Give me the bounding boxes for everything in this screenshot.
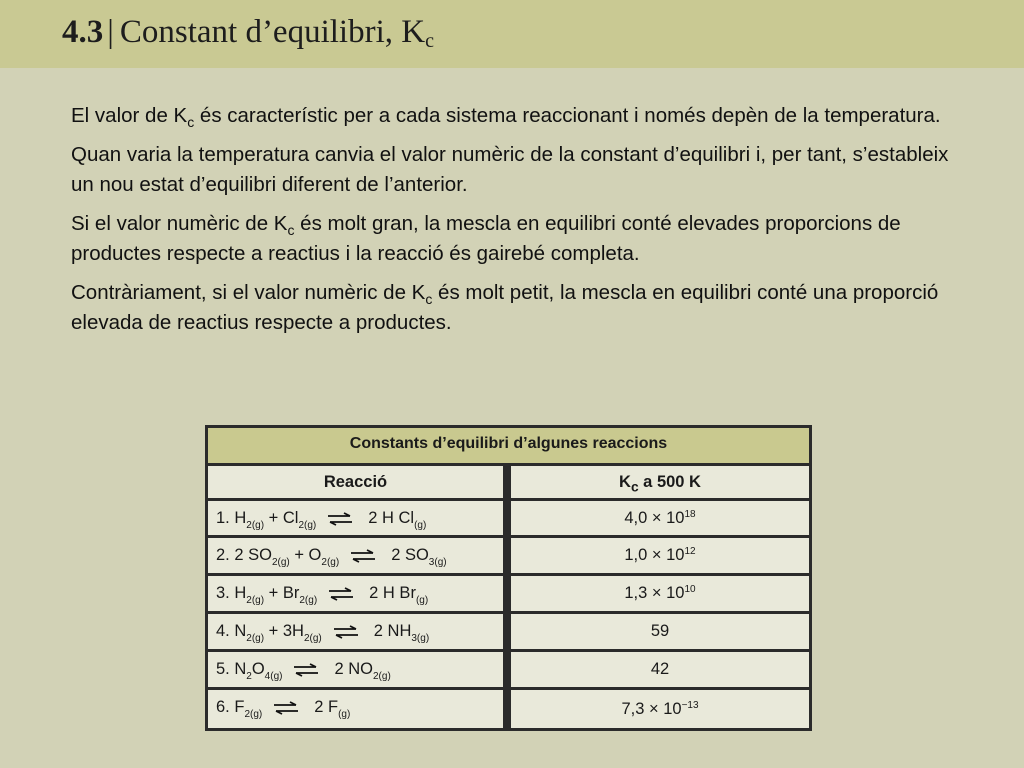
subscript: (g) (414, 520, 427, 531)
text-run: 1,0 × 10 (624, 546, 685, 564)
table-row (208, 652, 809, 687)
text-run: 1,3 × 10 (624, 584, 685, 602)
text-run: K (619, 473, 631, 491)
superscript: 10 (684, 584, 696, 595)
text-run: és molt petit, la mescla en equilibri conté una proporció elevada de reactius respecte a productes. (71, 281, 939, 334)
text-run: O (251, 660, 265, 678)
table-caption: Constants d’equilibri d’algunes reaccions (208, 428, 809, 463)
subscript: 2(g) (372, 671, 391, 682)
text-run: 2 NH (373, 622, 412, 640)
table-row (208, 576, 809, 611)
section-number: 4.3 (62, 14, 104, 50)
subscript: 2(g) (271, 557, 290, 568)
subscript: 2(g) (303, 633, 322, 644)
superscript: 18 (684, 509, 696, 520)
table-row (208, 690, 809, 728)
subscript: 3(g) (411, 633, 430, 644)
equilibrium-arrow-icon (327, 587, 355, 601)
text-run: 2 H Cl (368, 509, 415, 527)
reaction-cell (208, 690, 503, 728)
superscript: 12 (684, 546, 696, 557)
equilibrium-constants-table (205, 425, 812, 731)
subscript: 2(g) (298, 520, 317, 531)
subscript: 2(g) (246, 595, 265, 606)
text-run: és molt gran, la mescla en equilibri conté elevades proporcions de productes respecte a reactius i la reacció és gairebé completa. (71, 212, 901, 265)
equilibrium-arrow-icon (292, 663, 320, 677)
reactants (216, 584, 318, 606)
paragraph (71, 140, 961, 200)
text-run: 4,0 × 10 (624, 509, 685, 527)
subscript: 2 (246, 671, 252, 682)
paragraph (71, 101, 961, 131)
reactants (216, 698, 263, 720)
title-bar (0, 0, 1024, 68)
text-run: + O (289, 546, 322, 564)
text-run: a 500 K (638, 473, 701, 491)
reactants (216, 622, 322, 644)
subscript: (g) (415, 595, 429, 606)
equilibrium-arrow-icon (326, 512, 354, 526)
text-run: 6. F (216, 698, 245, 716)
text-run: + Br (264, 584, 300, 602)
text-run: + Cl (264, 509, 299, 527)
subscript: (g) (338, 709, 351, 720)
text-run: 1. H (216, 509, 247, 527)
text-run: 7,3 × 10 (621, 700, 682, 718)
reaction-cell (208, 614, 503, 649)
subscript: 2(g) (299, 595, 318, 606)
kc-value (511, 690, 809, 728)
products (391, 546, 447, 568)
products (334, 660, 391, 682)
reactants (216, 660, 283, 682)
table-header-row (208, 466, 809, 498)
products (369, 584, 429, 606)
slide-title (62, 14, 434, 53)
text-run: 2. 2 SO (216, 546, 272, 564)
subscript: 3(g) (428, 557, 447, 568)
superscript: −13 (681, 700, 699, 711)
column-header-reaction: Reacció (208, 466, 503, 498)
subscript: 2(g) (246, 520, 265, 531)
subscript: c (630, 479, 639, 495)
text-run: 59 (650, 622, 670, 640)
subscript: c (287, 222, 295, 238)
equilibrium-arrow-icon (332, 625, 360, 639)
subscript: 2(g) (246, 633, 265, 644)
text-run: 2 SO (391, 546, 429, 564)
text-run: Quan varia la temperatura canvia el valor numèric de la constant d’equilibri i, per tant, s’estableix un nou estat d’equilibri diferent de l’anterior. (71, 143, 949, 196)
kc-value (511, 538, 809, 573)
text-run: 4. N (216, 622, 247, 640)
products (314, 698, 351, 720)
reactants (216, 509, 317, 531)
text-run: 5. N (216, 660, 247, 678)
subscript: 2(g) (321, 557, 340, 568)
reaction-cell (208, 501, 503, 535)
products (368, 509, 427, 531)
paragraph (71, 209, 961, 269)
table-row (208, 614, 809, 649)
products (373, 622, 430, 644)
kc-value (511, 576, 809, 611)
text-run: 2 F (314, 698, 339, 716)
text-run: Si el valor numèric de K (71, 212, 288, 235)
kc-value (511, 614, 809, 649)
reaction-cell (208, 538, 503, 573)
equilibrium-arrow-icon (349, 549, 377, 563)
slide-body (71, 101, 961, 347)
text-run: 42 (650, 660, 670, 678)
text-run: Contràriament, si el valor numèric de K (71, 281, 426, 304)
reactants (216, 546, 340, 568)
text-run: 2 NO (334, 660, 373, 678)
subscript: 4(g) (264, 671, 283, 682)
table-row (208, 501, 809, 535)
text-run: és característic per a cada sistema reaccionant i només depèn de la temperatura. (194, 104, 941, 127)
subscript: c (187, 114, 195, 130)
table-row (208, 538, 809, 573)
title-subscript: c (425, 30, 434, 52)
equilibrium-arrow-icon (272, 701, 300, 715)
subscript: 2(g) (244, 709, 263, 720)
text-run: 2 H Br (369, 584, 416, 602)
title-separator: | (107, 14, 114, 50)
kc-value (511, 652, 809, 687)
text-run: + 3H (264, 622, 304, 640)
reaction-cell (208, 576, 503, 611)
text-run: 3. H (216, 584, 247, 602)
paragraph (71, 278, 961, 338)
title-text: Constant d’equilibri, K (119, 14, 426, 50)
column-header-kc (511, 466, 809, 498)
kc-value (511, 501, 809, 535)
subscript: c (425, 291, 433, 307)
text-run: El valor de K (71, 104, 188, 127)
reaction-cell (208, 652, 503, 687)
